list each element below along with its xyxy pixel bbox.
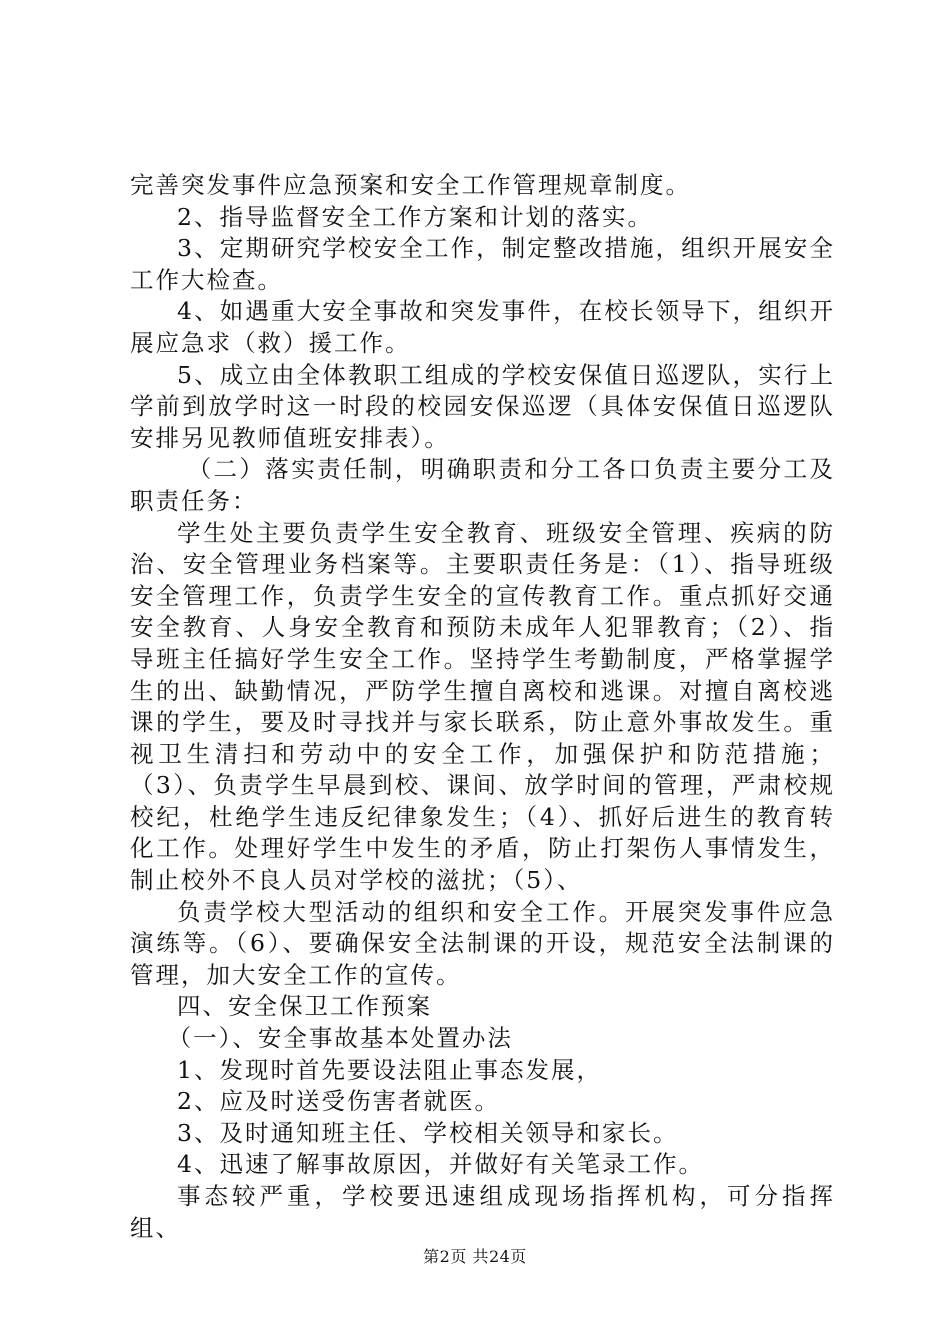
document-body	[130, 170, 835, 1244]
paragraph-serious-incident: 事态较严重，学校要迅速组成现场指挥机构，可分指挥组、	[130, 1182, 835, 1242]
paragraph-activities: 负责学校大型活动的组织和安全工作。开展突发事件应急演练等。（6）、要确保安全法制课的开设，规范安全法制课的管理，加大安全工作的宣传。	[130, 897, 835, 989]
paragraph-2: 2、指导监督安全工作方案和计划的落实。	[177, 202, 653, 231]
paragraph-3: 3、定期研究学校安全工作，制定整改措施，组织开展安全工作大检查。	[130, 234, 835, 294]
list-item-3: 3、及时通知班主任、学校相关领导和家长。	[177, 1118, 679, 1147]
paragraph-section-2: （二）落实责任制，明确职责和分工各口负责主要分工及职责任务：	[130, 455, 835, 515]
list-item-4: 4、迅速了解事故原因，并做好有关笔录工作。	[177, 1150, 704, 1179]
list-item-1: 1、发现时首先要设法阻止事态发展，	[177, 1055, 602, 1084]
list-item-2: 2、应及时送受伤害者就医。	[177, 1087, 500, 1116]
heading-section-4: 四、安全保卫工作预案	[177, 992, 432, 1021]
page-number-footer: 第2页 共24页	[423, 1247, 527, 1266]
paragraph-4: 4、如遇重大安全事故和突发事件，在校长领导下，组织开展应急求（救）援工作。	[130, 297, 835, 357]
heading-subsection-1: （一）、安全事故基本处置办法	[167, 1024, 513, 1053]
paragraph-1: 完善突发事件应急预案和安全工作管理规章制度。	[130, 171, 691, 199]
paragraph-student-office: 学生处主要负责学生安全教育、班级安全管理、疾病的防治、安全管理业务档案等。主要职责任务是：（1）、指导班级安全管理工作，负责学生安全的宣传教育工作。重点抓好交通安全教育、人身安全教育和预防未成年人犯罪教育；（2）、指导班主任搞好学生安全工作。坚持学生考勤制度，严格掌握学生的出、缺勤情况，严防学生擅自离校和逃课。对擅自离校逃课的学生，要及时寻找并与家长联系，防止意外事故发生。重视卫生清扫和劳动中的安全工作，加强保护和防范措施；（3）、负责学生早晨到校、课间、放学时间的管理，严肃校规校纪，杜绝学生违反纪律象发生；（4）、抓好后进生的教育转化工作。处理好学生中发生的矛盾，防止打架伤人事情发生，制止校外不良人员对学校的滋扰；（5）、	[130, 518, 835, 895]
paragraph-5: 5、成立由全体教职工组成的学校安保值日巡逻队，实行上学前到放学时这一时段的校园安保巡逻（具体安保值日巡逻队安排另见教师值班安排表）。	[130, 360, 835, 452]
